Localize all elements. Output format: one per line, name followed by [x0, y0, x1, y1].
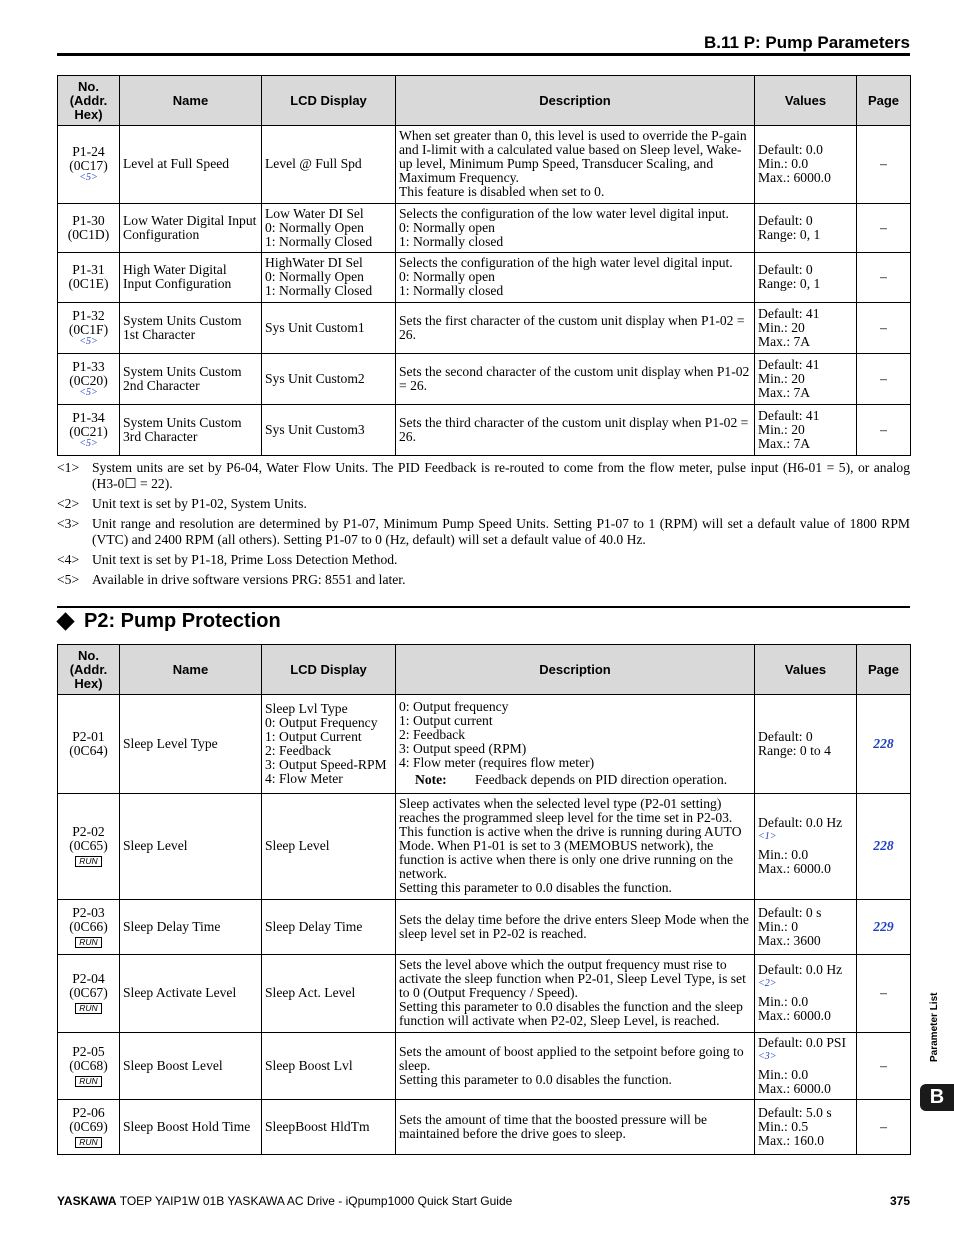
description-text: 0: Output frequency 1: Output current 2: Feedback 3: Output speed (RPM) 4: Flow meter (requires flow meter)	[399, 699, 595, 770]
col-header-description: Description	[396, 76, 755, 126]
footnote	[57, 552, 910, 568]
parameter-table-p1	[57, 75, 911, 456]
param-number-cell	[58, 204, 120, 253]
description	[396, 1100, 755, 1155]
footnote-text: Unit range and resolution are determined by P1-07, Minimum Pump Speed Units. Setting P1-07 to 1 (RPM) will set a default value of 1800 RPM (VTC) and 2400 RPM (all others). Setting P1-07 to 0 (Hz, default) will set a default value of 40.0 Hz.	[92, 516, 910, 547]
param-number: P2-06	[72, 1104, 105, 1120]
table-row	[58, 794, 911, 900]
values: Default: 0.0 Min.: 0.0 Max.: 6000.0	[755, 126, 857, 204]
side-tab-label: Parameter List	[929, 992, 940, 1062]
run-badge: RUN	[75, 856, 101, 867]
param-name: System Units Custom 3rd Character	[120, 405, 262, 456]
section-rule	[57, 606, 910, 608]
page-ref: –	[857, 253, 911, 303]
col-header-name: Name	[120, 645, 262, 695]
footnote-key: <5>	[57, 572, 80, 587]
param-address: (0C65)	[69, 838, 108, 853]
lcd-display: Sleep Level	[262, 794, 396, 900]
param-address: (0C64)	[69, 742, 108, 758]
footnote-text: Unit text is set by P1-02, System Units.	[92, 496, 307, 511]
run-badge: RUN	[75, 1003, 101, 1014]
col-header-lcd: LCD Display	[262, 645, 396, 695]
description-text: Sets the amount of time that the boosted pressure will be maintained before the drive goes to sleep.	[399, 1111, 708, 1141]
values-default: Default: 0.0 Hz	[758, 962, 843, 977]
footnote	[57, 572, 910, 588]
footer-page-number: 375	[889, 1194, 910, 1208]
lcd-display: Sleep Lvl Type 0: Output Frequency 1: Output Current 2: Feedback 3: Output Speed-RPM 4: Flow Meter	[262, 695, 396, 794]
values: Default: 41 Min.: 20 Max.: 7A	[755, 354, 857, 405]
table-row	[58, 695, 911, 794]
col-header-description: Description	[396, 645, 755, 695]
footnote	[57, 516, 910, 548]
section-heading	[55, 610, 281, 633]
values-range: Min.: 0.0 Max.: 6000.0	[758, 847, 831, 876]
table-row	[58, 900, 911, 955]
param-number: P2-01	[72, 728, 105, 744]
param-number: P1-34	[72, 409, 105, 425]
values-range: Min.: 0.0 Max.: 6000.0	[758, 994, 831, 1023]
lcd-display: Sleep Act. Level	[262, 955, 396, 1033]
param-name: Sleep Level Type	[120, 695, 262, 794]
description	[396, 695, 755, 794]
param-number-cell	[58, 955, 120, 1033]
description-text: Sets the level above which the output frequency must rise to activate the sleep function when P2-01, Sleep Level Type, is set to 0 (Output Frequency / Speed). Setting this parameter to 0.0 disables the function and the sleep function will activate when P2-02, Sleep Level, is reached.	[399, 957, 746, 1028]
section-title: P2: Pump Protection	[84, 610, 281, 632]
param-number-cell	[58, 126, 120, 204]
param-number-cell	[58, 695, 120, 794]
page-dash: –	[880, 1118, 887, 1134]
param-number-cell	[58, 794, 120, 900]
param-name: Low Water Digital Input Configuration	[120, 204, 262, 253]
param-number: P1-33	[72, 358, 105, 374]
table-row	[58, 126, 911, 204]
param-number: P2-05	[72, 1043, 105, 1059]
values-default: Default: 5.0 s	[758, 1104, 832, 1120]
param-number-cell	[58, 253, 120, 303]
page-footer	[57, 1194, 910, 1208]
col-header-values: Values	[755, 76, 857, 126]
values-default: Default: 0	[758, 728, 813, 744]
col-header-page: Page	[857, 76, 911, 126]
param-number-cell	[58, 354, 120, 405]
table-row	[58, 405, 911, 456]
description-text: Sleep activates when the selected level type (P2-01 setting) reaches the programmed sleep level for the time set in P2-03. This function is active when the drive is running during AUTO Mode. When P1-01 is set to 3 (MEMOBUS network), the function is active when there is only one drive running on the network. Setting this parameter to 0.0 disables the function.	[399, 796, 742, 895]
values	[755, 695, 857, 794]
param-name: Sleep Activate Level	[120, 955, 262, 1033]
table-row	[58, 1033, 911, 1100]
page-ref	[857, 955, 911, 1033]
lcd-display: Sys Unit Custom2	[262, 354, 396, 405]
param-number: P1-30	[72, 212, 105, 228]
param-name: System Units Custom 2nd Character	[120, 354, 262, 405]
description: Sets the second character of the custom unit display when P1-02 = 26.	[396, 354, 755, 405]
footnote	[57, 496, 910, 512]
param-number-cell	[58, 1100, 120, 1155]
footnote-ref-link[interactable]: <5>	[79, 437, 98, 449]
page-ref	[857, 900, 911, 955]
lcd-display: Sys Unit Custom1	[262, 303, 396, 354]
param-number-cell	[58, 1033, 120, 1100]
param-name: Sleep Level	[120, 794, 262, 900]
footnote-ref-link[interactable]: <5>	[79, 335, 98, 347]
param-name: Sleep Boost Hold Time	[120, 1100, 262, 1155]
run-badge: RUN	[75, 1137, 101, 1148]
param-address: (0C17)	[69, 158, 108, 173]
values: Default: 41 Min.: 20 Max.: 7A	[755, 405, 857, 456]
footnote-ref-link[interactable]: <2>	[758, 978, 777, 989]
param-number-cell	[58, 900, 120, 955]
description: Sets the third character of the custom unit display when P1-02 = 26.	[396, 405, 755, 456]
footnote	[57, 460, 910, 492]
description-note	[399, 773, 751, 787]
footnote-text: System units are set by P6-04, Water Flow Units. The PID Feedback is re-routed to come from the flow meter, pulse input (H6-01 = 5), or analog (H3-0☐ = 22).	[92, 460, 910, 491]
description	[396, 900, 755, 955]
footnote-key: <1>	[57, 460, 80, 475]
lcd-display: SleepBoost HldTm	[262, 1100, 396, 1155]
diamond-bullet-icon	[56, 612, 74, 630]
table-row	[58, 204, 911, 253]
description: Selects the configuration of the low water level digital input. 0: Normally open 1: Normally closed	[396, 204, 755, 253]
page-ref: –	[857, 405, 911, 456]
side-tab-letter[interactable]: B	[920, 1084, 954, 1111]
param-number: P1-32	[72, 307, 105, 323]
param-number: P2-03	[72, 904, 105, 920]
footnote-ref-link[interactable]: <5>	[79, 172, 98, 183]
page-ref: –	[857, 204, 911, 253]
param-address: (0C66)	[69, 918, 108, 934]
param-address: (0C20)	[69, 372, 108, 388]
page-ref: –	[857, 303, 911, 354]
footnote-text: Available in drive software versions PRG: 8551 and later.	[92, 572, 406, 587]
page-ref	[857, 1033, 911, 1100]
col-header-name: Name	[120, 76, 262, 126]
param-address: (0C1D)	[67, 226, 110, 242]
values: Default: 0 Range: 0, 1	[755, 204, 857, 253]
col-header-page: Page	[857, 645, 911, 695]
description	[396, 1033, 755, 1100]
footnote-key: <2>	[57, 496, 80, 511]
footnote-ref-link[interactable]: <5>	[79, 386, 98, 398]
param-address: (0C69)	[69, 1118, 108, 1134]
footer-brand: YASKAWA	[57, 1194, 117, 1208]
param-name: Sleep Boost Level	[120, 1033, 262, 1100]
values	[755, 1100, 857, 1155]
description	[396, 794, 755, 900]
table-row	[58, 1100, 911, 1155]
page-ref: –	[857, 126, 911, 204]
header-rule	[57, 53, 910, 56]
param-address: (0C67)	[69, 985, 108, 1000]
values: Default: 0 Range: 0, 1	[755, 253, 857, 303]
param-number-cell	[58, 303, 120, 354]
param-number: P1-24	[72, 144, 105, 159]
values	[755, 955, 857, 1033]
description-text: Sets the delay time before the drive enters Sleep Mode when the sleep level set in P2-02 is reached.	[399, 911, 749, 941]
col-header-values: Values	[755, 645, 857, 695]
values-range: Min.: 0.0 Max.: 6000.0	[758, 1066, 831, 1096]
values	[755, 1033, 857, 1100]
lcd-display: Level @ Full Spd	[262, 126, 396, 204]
description-text: Sets the amount of boost applied to the setpoint before going to sleep. Setting this parameter to 0.0 disables the function.	[399, 1043, 744, 1087]
param-name: High Water Digital Input Configuration	[120, 253, 262, 303]
table-row	[58, 354, 911, 405]
lcd-display: Low Water DI Sel 0: Normally Open 1: Normally Closed	[262, 204, 396, 253]
param-name: Sleep Delay Time	[120, 900, 262, 955]
values-default: Default: 0.0 PSI	[758, 1034, 846, 1050]
description: Sets the first character of the custom unit display when P1-02 = 26.	[396, 303, 755, 354]
page-link[interactable]: 228	[873, 735, 894, 751]
values	[755, 794, 857, 900]
param-number: P2-02	[72, 824, 105, 839]
description	[396, 955, 755, 1033]
param-number: P2-04	[72, 971, 105, 986]
param-address: (0C1F)	[68, 321, 109, 337]
footer-doc-title: TOEP YAIP1W 01B YASKAWA AC Drive - iQpump1000 Quick Start Guide	[119, 1194, 513, 1208]
footnote-ref-link[interactable]: <1>	[758, 831, 777, 842]
page-link[interactable]: 228	[873, 838, 894, 853]
note-text: Feedback depends on PID direction operation.	[475, 772, 728, 787]
note-label: Note:	[415, 772, 447, 787]
param-address: (0C68)	[69, 1057, 108, 1073]
page-dash: –	[880, 985, 887, 1000]
footnote-key: <4>	[57, 552, 80, 567]
description: When set greater than 0, this level is used to override the P-gain and I-limit with a calculated value based on Sleep level, Wake-up level, Minimum Pump Speed, Transducer Scaling, and Maximum Frequency. This feature is disabled when set to 0.	[396, 126, 755, 204]
lcd-display: Sleep Delay Time	[262, 900, 396, 955]
col-header-no: No. (Addr. Hex)	[58, 645, 120, 695]
footnote-text: Unit text is set by P1-18, Prime Loss Detection Method.	[92, 552, 398, 567]
values-range: Min.: 0.5 Max.: 160.0	[758, 1118, 825, 1148]
col-header-lcd: LCD Display	[262, 76, 396, 126]
page-dash: –	[880, 1057, 887, 1073]
values-range: Range: 0 to 4	[758, 742, 831, 758]
description: Selects the configuration of the high water level digital input. 0: Normally open 1: Normally closed	[396, 253, 755, 303]
page-link[interactable]: 229	[873, 918, 894, 934]
lcd-display: Sys Unit Custom3	[262, 405, 396, 456]
param-address: (0C21)	[69, 423, 108, 439]
param-number-cell	[58, 405, 120, 456]
page-header-title: B.11 P: Pump Parameters	[704, 33, 910, 52]
values-range: Min.: 0 Max.: 3600	[758, 918, 821, 948]
values-default: Default: 0 s	[758, 904, 822, 920]
col-header-no: No. (Addr. Hex)	[58, 76, 120, 126]
page-ref	[857, 794, 911, 900]
values	[755, 900, 857, 955]
run-badge: RUN	[75, 937, 101, 948]
page-ref: –	[857, 354, 911, 405]
param-name: System Units Custom 1st Character	[120, 303, 262, 354]
footnote-ref-link[interactable]: <3>	[758, 1050, 777, 1062]
page-ref	[857, 695, 911, 794]
lcd-display: Sleep Boost Lvl	[262, 1033, 396, 1100]
table-row	[58, 303, 911, 354]
values: Default: 41 Min.: 20 Max.: 7A	[755, 303, 857, 354]
values-default: Default: 0.0 Hz	[758, 815, 843, 830]
page-ref	[857, 1100, 911, 1155]
footnotes	[57, 460, 910, 592]
param-name: Level at Full Speed	[120, 126, 262, 204]
run-badge: RUN	[75, 1076, 101, 1087]
parameter-table-p2	[57, 644, 911, 1155]
lcd-display: HighWater DI Sel 0: Normally Open 1: Normally Closed	[262, 253, 396, 303]
table-row	[58, 253, 911, 303]
param-number: P1-31	[72, 262, 105, 277]
table-row	[58, 955, 911, 1033]
footnote-key: <3>	[57, 516, 80, 531]
param-address: (0C1E)	[68, 276, 109, 291]
